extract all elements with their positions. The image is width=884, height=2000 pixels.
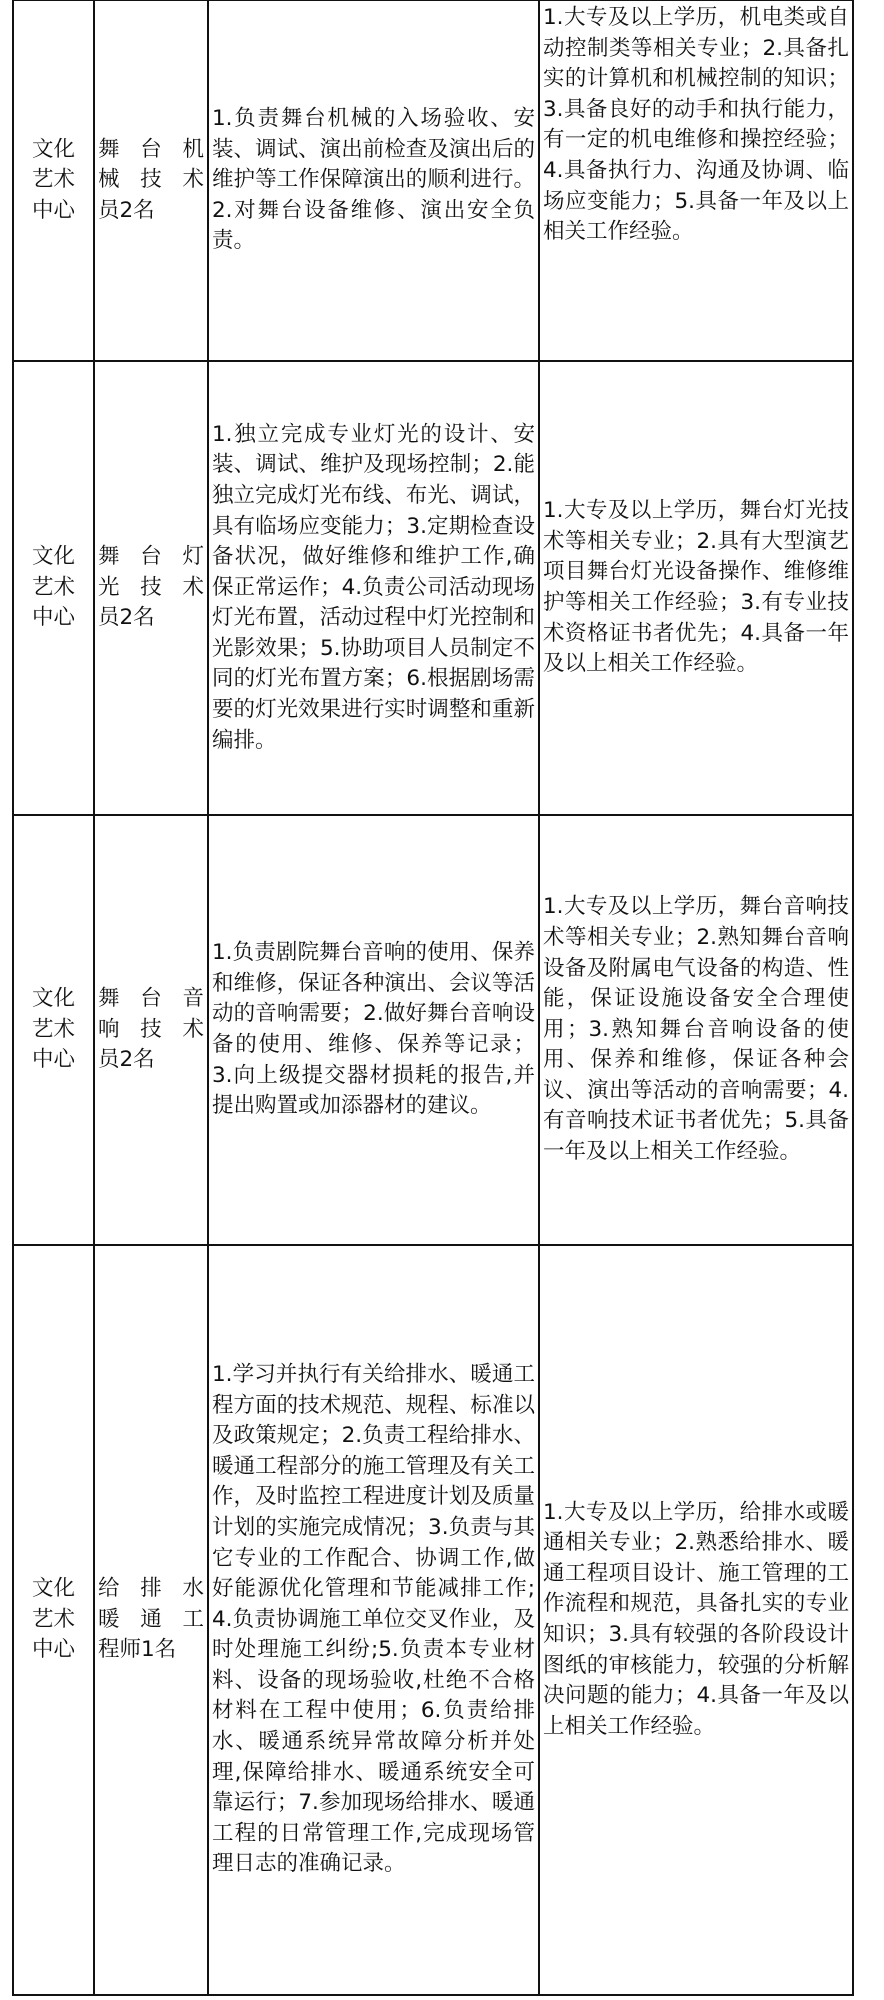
position-text: 械 技 术	[98, 167, 204, 193]
department-text: 中心	[31, 197, 75, 223]
department-text: 中心	[31, 1637, 75, 1663]
duties-cell: 1.负责剧院舞台音响的使用、保养和维修，保证各种演出、会议等活动的音响需要；2.做好舞台音响设备的使用、维修、保养等记录； 3.向上级提交器材损耗的报告,并提出购置或加添器材的建议。	[208, 815, 539, 1245]
department-cell	[13, 1245, 94, 1995]
department-text: 艺术	[31, 574, 75, 600]
requirements-cell: 1.大专及以上学历，机电类或自动控制类等相关专业；2.具备扎实的计算机和机械控制的知识；3.具备良好的动手和执行能力，有一定的机电维修和操控经验；4.具备执行力、沟通及协调、临场应变能力；5.具备一年及以上相关工作经验。	[539, 0, 853, 361]
position-text: 员2名	[98, 197, 155, 223]
position-text: 光 技 术	[98, 574, 204, 600]
position-text: 员2名	[98, 605, 155, 631]
duties-cell: 1.独立完成专业灯光的设计、安装、调试、维护及现场控制；2.能独立完成灯光布线、布光、调试，具有临场应变能力；3.定期检查设备状况，做好维修和维护工作,确保正常运作；4.负责公司活动现场灯光布置，活动过程中灯光控制和光影效果；5.协助项目人员制定不同的灯光布置方案；6.根据剧场需要的灯光效果进行实时调整和重新编排。	[208, 361, 539, 815]
department-text: 文化	[31, 1576, 75, 1602]
position-text: 响 技 术	[98, 1016, 204, 1042]
position-cell	[94, 1245, 208, 1995]
position-text: 程师1名	[98, 1637, 177, 1663]
department-cell	[13, 0, 94, 361]
table-row	[13, 815, 853, 1245]
department-text: 文化	[31, 986, 75, 1012]
requirements-cell: 1.大专及以上学历，舞台音响技术等相关专业；2.熟知舞台音响设备及附属电气设备的构造、性能，保证设施设备安全合理使用；3.熟知舞台音响设备的使用、保养和维修，保证各种会议、演出等活动的音响需要；4.有音响技术证书者优先；5.具备一年及以上相关工作经验。	[539, 815, 853, 1245]
department-text: 艺术	[31, 1016, 75, 1042]
requirements-cell: 1.大专及以上学历，舞台灯光技术等相关专业；2.具有大型演艺项目舞台灯光设备操作、维修维护等相关工作经验；3.有专业技术资格证书者优先；4.具备一年及以上相关工作经验。	[539, 361, 853, 815]
position-cell	[94, 815, 208, 1245]
position-cell	[94, 361, 208, 815]
requirements-cell: 1.大专及以上学历，给排水或暖通相关专业；2.熟悉给排水、暖通工程项目设计、施工管理的工作流程和规范，具备扎实的专业知识；3.具有较强的各阶段设计图纸的审核能力，较强的分析解决问题的能力；4.具备一年及以上相关工作经验。	[539, 1245, 853, 1995]
position-text: 暖 通 工	[98, 1606, 204, 1632]
department-cell	[13, 361, 94, 815]
position-text: 舞 台 音	[98, 986, 204, 1012]
department-text: 文化	[31, 136, 75, 162]
position-text: 舞 台 机	[98, 136, 204, 162]
position-text: 员2名	[98, 1047, 155, 1073]
duties-cell: 1.学习并执行有关给排水、暖通工程方面的技术规范、规程、标准以及政策规定；2.负责工程给排水、暖通工程部分的施工管理及有关工作，及时监控工程进度计划及质量计划的实施完成情况；3.负责与其它专业的工作配合、协调工作,做好能源优化管理和节能减排工作;4.负责协调施工单位交叉作业，及时处理施工纠纷;5.负责本专业材料、设备的现场验收,杜绝不合格材料在工程中使用；6.负责给排水、暖通系统异常故障分析并处理,保障给排水、暖通系统安全可靠运行；7.参加现场给排水、暖通工程的日常管理工作,完成现场管理日志的准确记录。	[208, 1245, 539, 1995]
department-text: 中心	[31, 605, 75, 631]
table-row	[13, 361, 853, 815]
position-text: 舞 台 灯	[98, 544, 204, 570]
department-text: 中心	[31, 1047, 75, 1073]
table-row	[13, 1245, 853, 1995]
department-cell	[13, 815, 94, 1245]
department-text: 文化	[31, 544, 75, 570]
position-text: 给 排 水	[98, 1576, 204, 1602]
job-postings-table	[12, 0, 854, 1996]
table-row	[13, 0, 853, 361]
position-cell	[94, 0, 208, 361]
department-text: 艺术	[31, 167, 75, 193]
department-text: 艺术	[31, 1606, 75, 1632]
duties-cell: 1.负责舞台机械的入场验收、安装、调试、演出前检查及演出后的维护等工作保障演出的顺利进行。2.对舞台设备维修、演出安全负责。	[208, 0, 539, 361]
